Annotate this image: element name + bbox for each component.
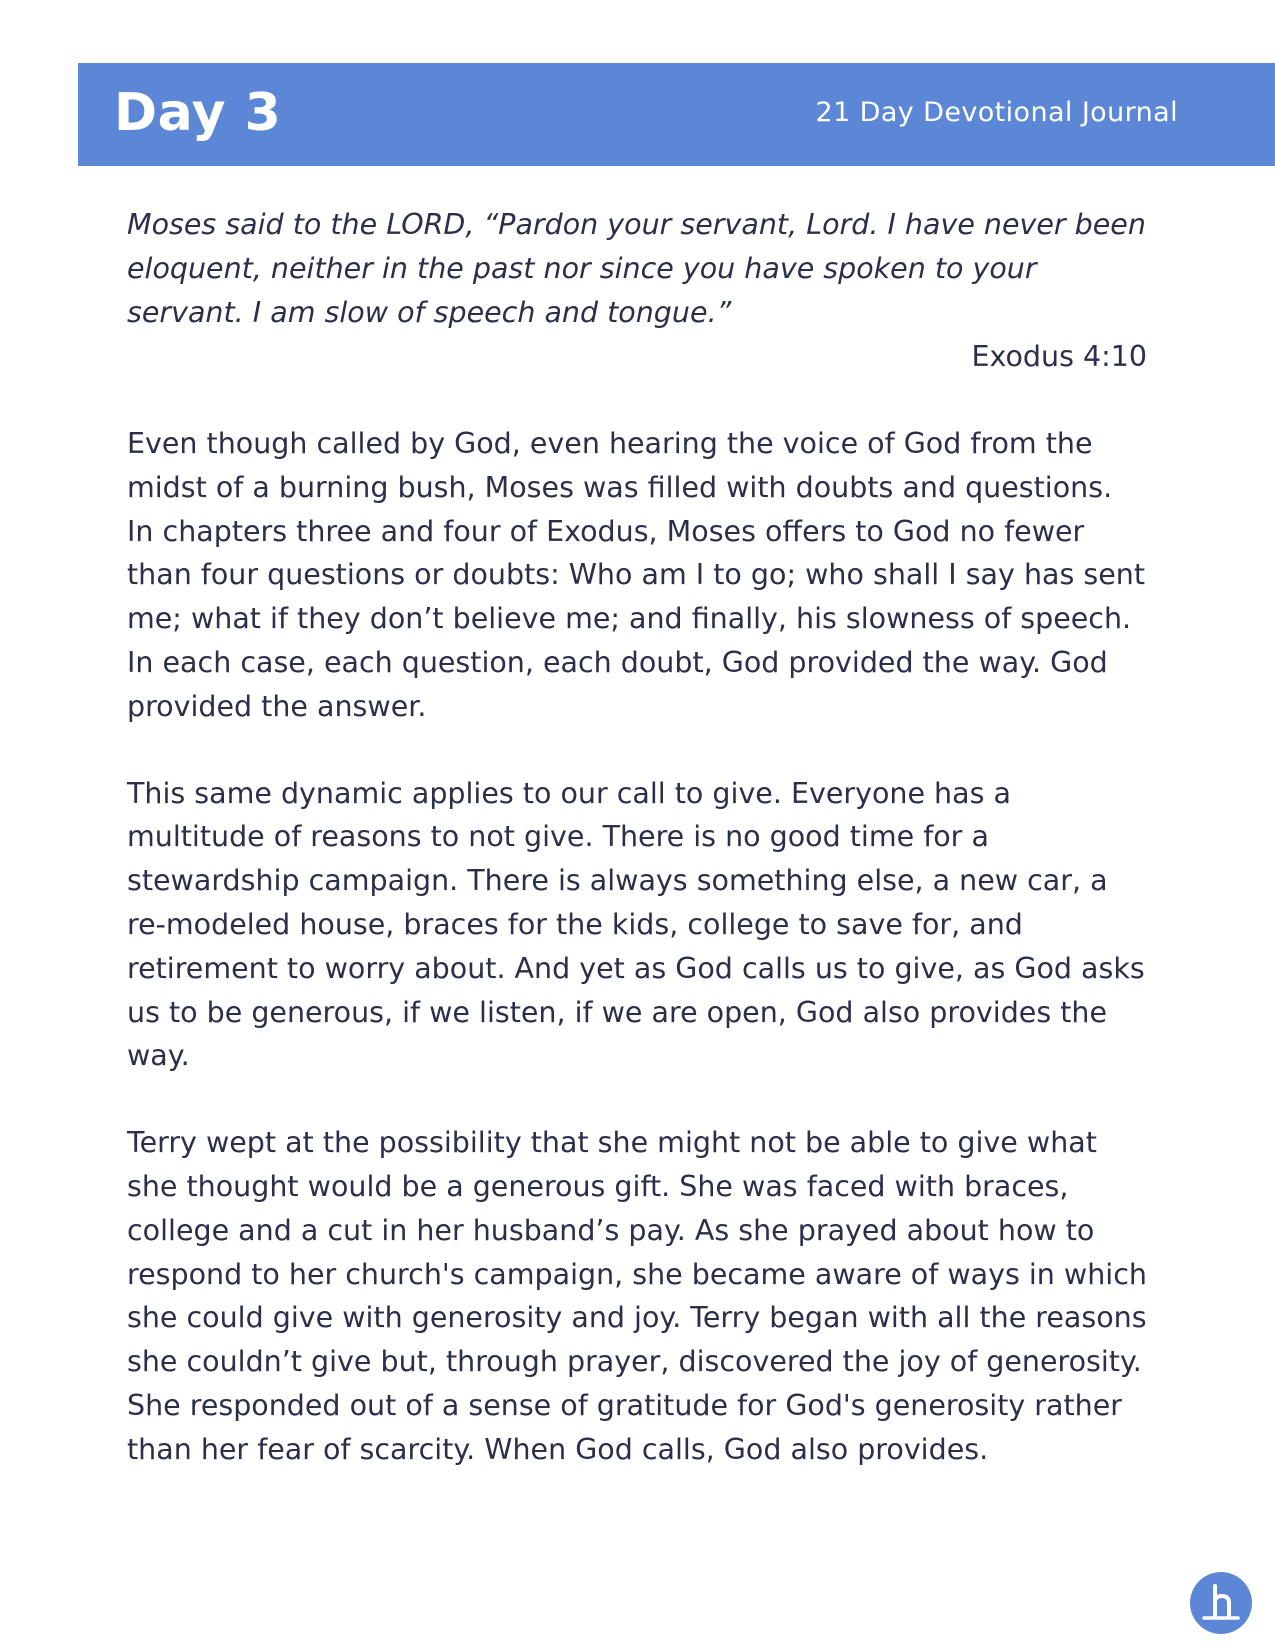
header-band [78,63,1275,166]
body-paragraph-3: Terry wept at the possibility that she might not be able to give what she thought would be a generous gift. She was faced with braces, college and a cut in her husband’s pay. As she prayed about how to respond to her church's campaign, she became aware of ways in which she could give with generosity and joy. Terry began with all the reasons she couldn’t give but, through prayer, discovered the joy of generosity. She responded out of a sense of gratitude for God's generosity rather than her fear of scarcity. When God calls, God also provides. [127,1126,1147,1466]
page-content [127,203,1147,1472]
scripture-reference: Exodus 4:10 [971,340,1147,373]
h-logo-icon [1190,1572,1252,1634]
scripture-quote: Moses said to the LORD, “Pardon your servant, Lord. I have never been eloquent, neither in the past nor since you have spoken to your servant. I am slow of speech and tongue.” [127,208,1146,329]
day-title: Day 3 [114,83,282,143]
h-logo-glyph-icon [1190,1572,1252,1634]
journal-name: 21 Day Devotional Journal [815,97,1178,128]
body-paragraph-2: This same dynamic applies to our call to give. Everyone has a multitude of reasons to not give. There is no good time for a stewardship campaign. There is always something else, a new car, a re-modeled house, braces for the kids, college to save for, and retirement to worry about. And yet as God calls us to give, as God asks us to be generous, if we listen, if we are open, God also provides the way. [127,776,1145,1073]
body-paragraph-1: Even though called by God, even hearing the voice of God from the midst of a burning bush, Moses was filled with doubts and questions. In chapters three and four of Exodus, Moses offers to God no fewer than four questions or doubts: Who am I to go; who shall I say has sent me; what if they don’t believe me; and finally, his slowness of speech. In each case, each question, each doubt, God provided the way. God provided the answer. [127,427,1145,723]
